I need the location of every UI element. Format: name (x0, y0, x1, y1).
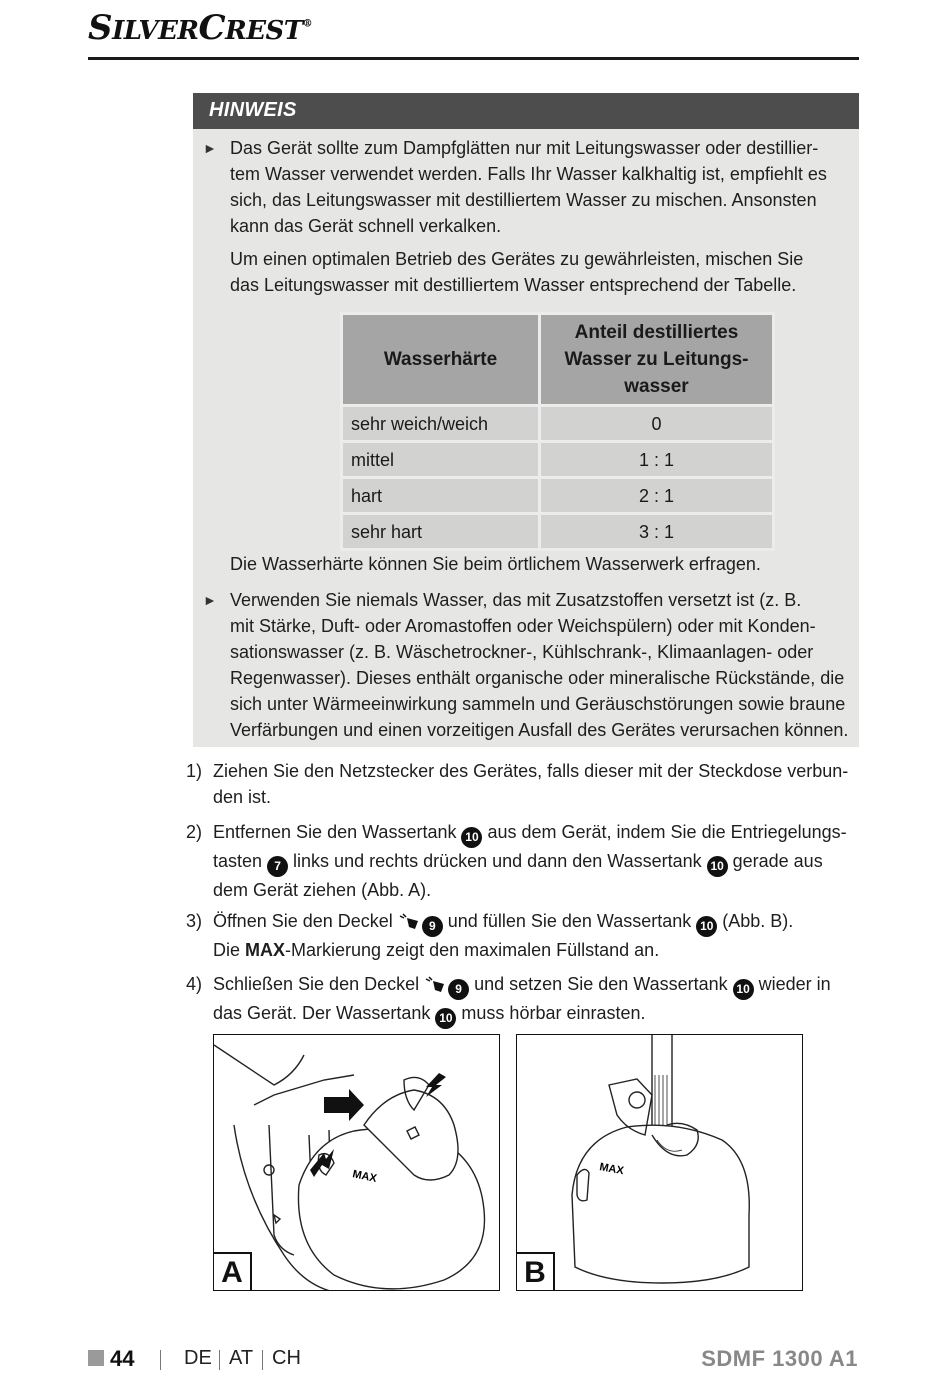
figure-b (516, 1034, 803, 1291)
footer-divider (160, 1350, 161, 1370)
marker-release-icon: 7 (267, 856, 288, 877)
header-rule (88, 57, 859, 60)
figure-a (213, 1034, 500, 1291)
page-number: 44 (110, 1346, 135, 1371)
brand-logo: SILVERCREST® (88, 8, 313, 48)
marker-tank-icon: 10 (461, 827, 482, 848)
footer-lang-de: DE (184, 1347, 212, 1369)
table-row: sehr weich/weich 0 (342, 406, 774, 442)
water-fill-icon (424, 975, 448, 993)
footer-divider (219, 1350, 220, 1370)
svg-text:MAX: MAX (598, 1161, 625, 1178)
footer-square-icon (88, 1350, 104, 1366)
bullet-arrow-icon: ► (203, 592, 217, 608)
marker-tank-icon: 10 (733, 979, 754, 1000)
marker-tank-icon: 10 (435, 1008, 456, 1029)
note-paragraph-2: Um einen optimalen Betrieb des Gerätes zu gewährleisten, mischen Sie das Leitungswasser mit destilliertem Wasser entsprechend der Tabelle. (230, 249, 804, 295)
table-row: mittel 1 : 1 (342, 442, 774, 478)
table-row: hart 2 : 1 (342, 478, 774, 514)
note-paragraph-1: Das Gerät sollte zum Dampfglätten nur mit Leitungswasser oder destillier- tem Wasser verwendet werden. Falls Ihr Wasser kalkhaltig ist, empfiehlt es sich, das Leitungswasser mit destilliertem Wasser zu mischen. Ansonsten kann das Gerät schnell verkalken. (230, 138, 827, 236)
footer-model: SDMF 1300 A1 (701, 1346, 858, 1371)
bullet-arrow-icon: ► (203, 140, 217, 156)
footer-lang-at: AT (229, 1347, 254, 1369)
figure-b-label: B (517, 1252, 555, 1290)
figure-a-illustration (214, 1035, 500, 1291)
marker-tank-icon: 10 (707, 856, 728, 877)
water-fill-icon (398, 912, 422, 930)
marker-tank-icon: 10 (696, 916, 717, 937)
footer-lang-ch: CH (272, 1347, 301, 1369)
table-row: sehr hart 3 : 1 (342, 514, 774, 550)
figure-b-illustration (517, 1035, 803, 1291)
svg-text:MAX: MAX (351, 1168, 378, 1186)
marker-lid-icon: 9 (422, 916, 443, 937)
table-header-hardness: Wasserhärte (342, 314, 540, 406)
note-paragraph-3: Die Wasserhärte können Sie beim örtlichem Wasserwerk erfragen. (230, 554, 761, 574)
note-title: HINWEIS (193, 93, 859, 129)
table-header-ratio: Anteil destilliertes Wasser zu Leitungs- wasser (540, 314, 774, 406)
figure-a-label: A (214, 1252, 252, 1290)
note-paragraph-4: Verwenden Sie niemals Wasser, das mit Zusatzstoffen versetzt ist (z. B. mit Stärke, Duft- oder Aromastoffen oder Weichspülern) oder mit Konden- sationswasser (z. B. Wäschetrockner-, Kühlschrank-, Klimaanlagen- oder Regenwasser). Dieses enthält organische oder mineralische Rückstände, die sich unter Wärmeeinwirkung sammeln und Geräuschstörungen sowie braune Verfärbungen und einen vorzeitigen Ausfall des Gerätes verursachen können. (230, 590, 849, 740)
marker-lid-icon: 9 (448, 979, 469, 1000)
footer-divider (262, 1350, 263, 1370)
water-hardness-table (340, 312, 775, 551)
